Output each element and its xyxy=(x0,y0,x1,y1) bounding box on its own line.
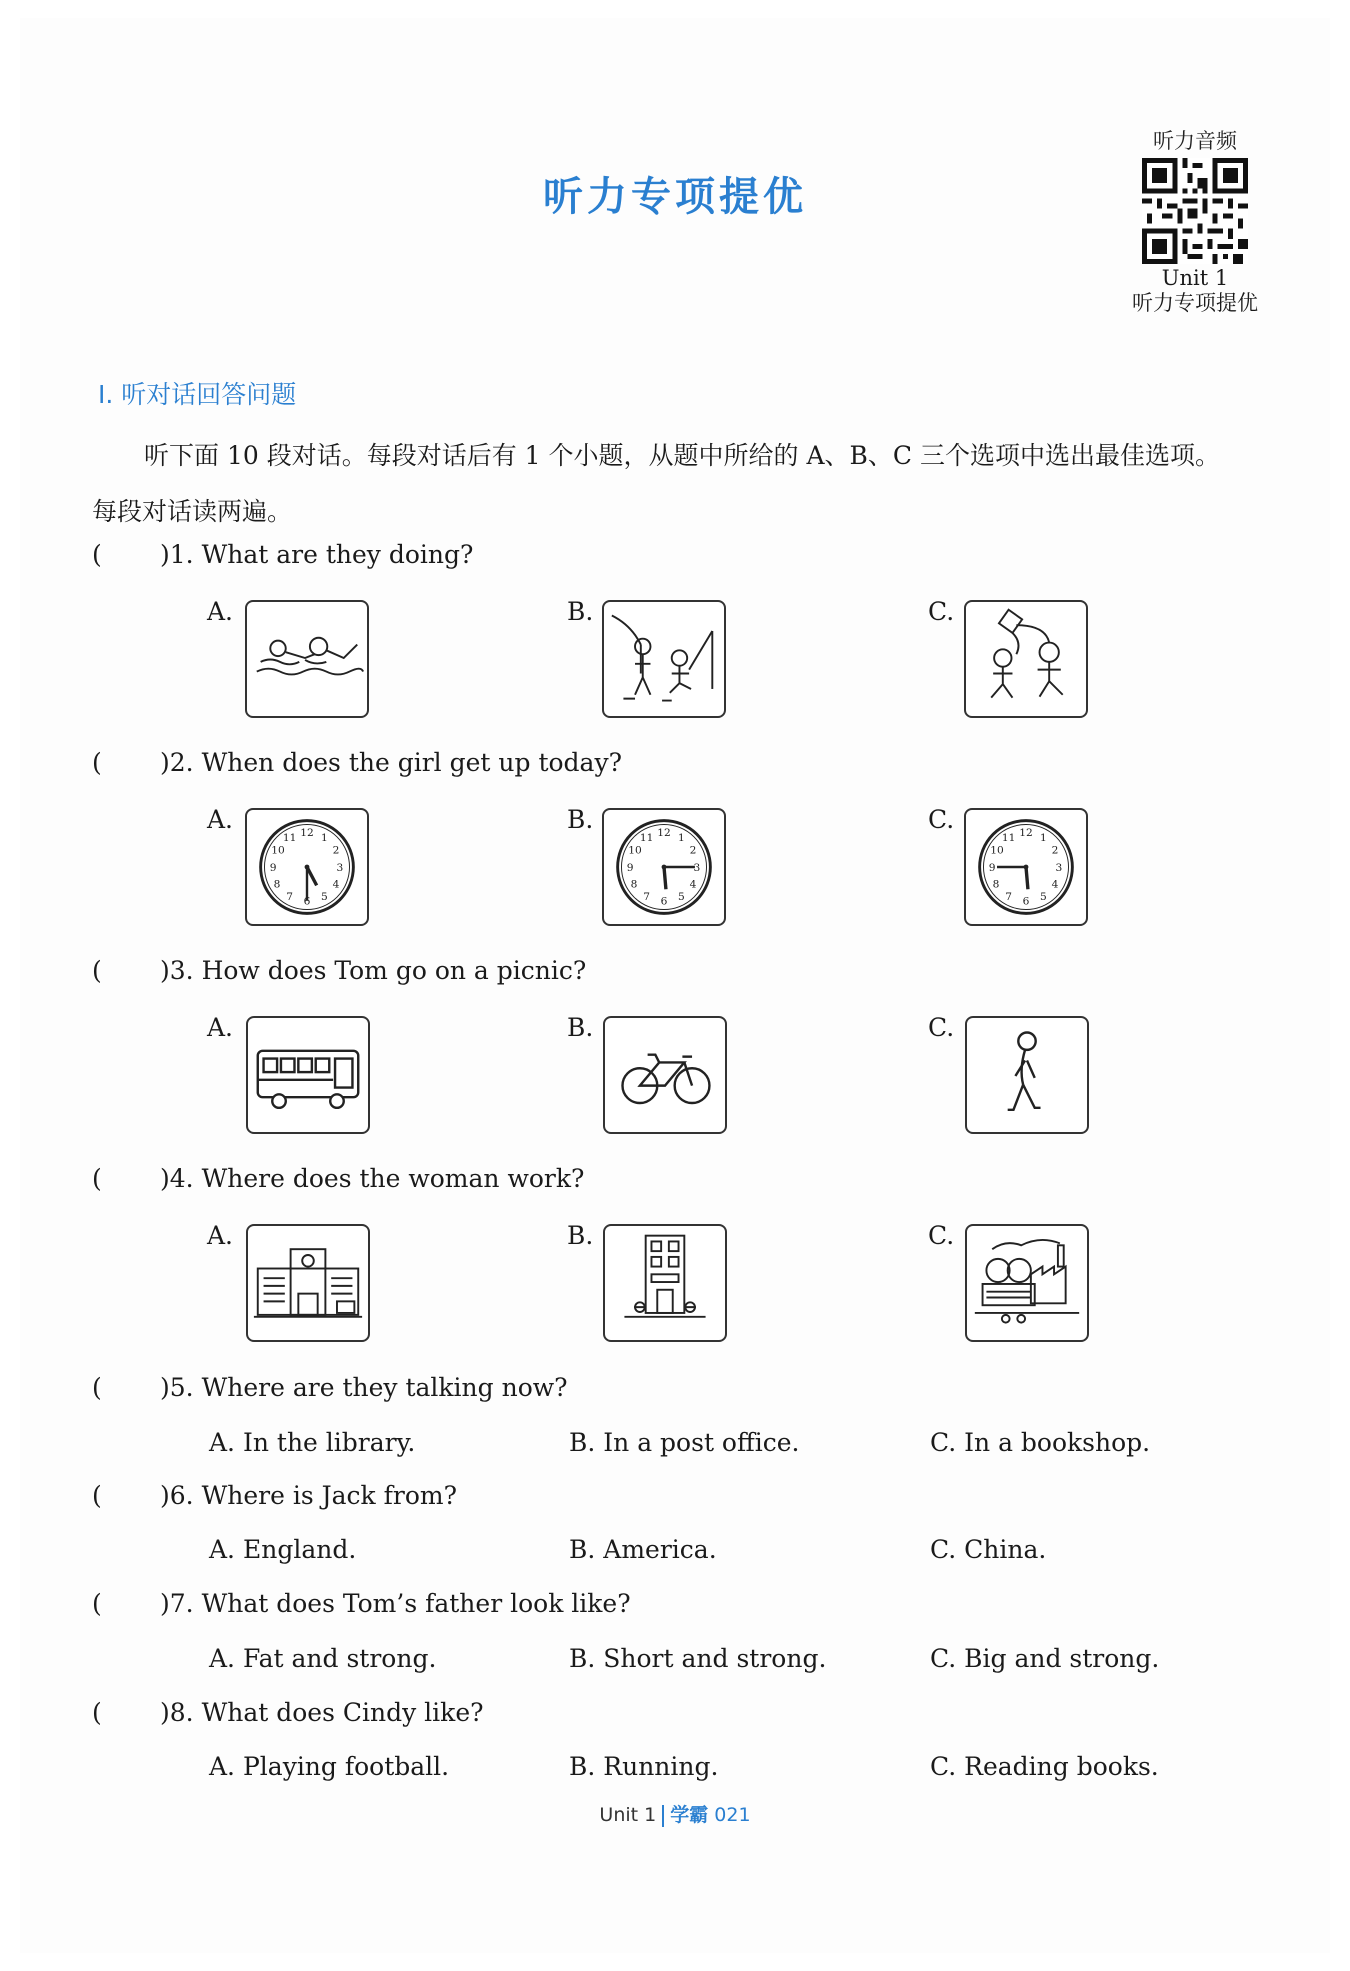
question-8 xyxy=(92,1698,484,1727)
question-2 xyxy=(92,748,622,777)
qr-code-icon[interactable] xyxy=(1142,158,1248,264)
school-picture[interactable] xyxy=(246,1224,370,1342)
question-1 xyxy=(92,540,473,569)
qr-subtitle: 听力专项提优 xyxy=(1132,291,1258,315)
svg-text:1: 1 xyxy=(678,830,685,844)
svg-text:5: 5 xyxy=(321,889,328,903)
kite-icon xyxy=(966,602,1086,716)
answer-blank[interactable]: ( xyxy=(92,1589,102,1618)
svg-text:3: 3 xyxy=(693,860,701,874)
answer-blank[interactable]: ( xyxy=(92,1698,102,1727)
question-number: )8. xyxy=(160,1698,194,1727)
question-number: )5. xyxy=(160,1373,194,1402)
answer-blank[interactable]: ( xyxy=(92,1481,102,1510)
qr-unit-label: Unit 1 xyxy=(1161,266,1229,290)
answer-blank[interactable]: ( xyxy=(92,540,102,569)
question-number: )1. xyxy=(160,540,194,569)
svg-text:12: 12 xyxy=(300,826,314,840)
question-number: )4. xyxy=(160,1164,194,1193)
question-number: )6. xyxy=(160,1481,194,1510)
option-label: B. xyxy=(567,1013,594,1042)
svg-text:6: 6 xyxy=(303,894,311,908)
svg-text:10: 10 xyxy=(628,843,642,857)
page-number: 021 xyxy=(714,1804,751,1826)
question-6 xyxy=(92,1481,457,1510)
hospital-building-icon xyxy=(605,1226,725,1340)
qr-caption: 听力音频 xyxy=(1153,129,1237,153)
question-text: Where does the woman work? xyxy=(201,1164,585,1193)
instruction-line-2: 每段对话读两遍。 xyxy=(92,497,293,526)
option-a[interactable]: A. In the library. xyxy=(209,1428,416,1457)
svg-text:11: 11 xyxy=(282,830,297,844)
option-c[interactable]: C. China. xyxy=(930,1535,1047,1564)
clock-icon xyxy=(966,810,1086,924)
svg-text:5: 5 xyxy=(678,889,685,903)
svg-text:4: 4 xyxy=(332,877,340,891)
question-text: What are they doing? xyxy=(201,540,474,569)
svg-text:5: 5 xyxy=(1040,889,1047,903)
qr-block xyxy=(1120,128,1270,316)
option-label: A. xyxy=(207,597,234,626)
fishing-icon xyxy=(604,602,724,716)
flying-kite-picture[interactable] xyxy=(964,600,1088,718)
footer-divider xyxy=(662,1805,664,1827)
option-b[interactable]: B. Short and strong. xyxy=(569,1644,827,1673)
answer-blank[interactable]: ( xyxy=(92,748,102,777)
question-text: What does Tom’s father look like? xyxy=(201,1589,631,1618)
bus-icon xyxy=(248,1018,368,1132)
fishing-picture[interactable] xyxy=(602,600,726,718)
answer-blank[interactable]: ( xyxy=(92,1164,102,1193)
question-7 xyxy=(92,1589,631,1618)
section-heading: Ⅰ. 听对话回答问题 xyxy=(98,380,297,409)
svg-text:1: 1 xyxy=(321,830,328,844)
option-label: C. xyxy=(928,805,955,834)
option-label: C. xyxy=(928,1013,955,1042)
walking-person-icon xyxy=(967,1018,1087,1132)
option-b[interactable]: B. Running. xyxy=(569,1752,719,1781)
question-4 xyxy=(92,1164,584,1193)
clock-c[interactable] xyxy=(964,808,1088,926)
clock-icon xyxy=(604,810,724,924)
svg-text:8: 8 xyxy=(630,877,638,891)
svg-text:8: 8 xyxy=(992,877,1000,891)
bike-icon xyxy=(605,1018,725,1132)
svg-text:8: 8 xyxy=(273,877,281,891)
clock-a[interactable] xyxy=(245,808,369,926)
svg-text:7: 7 xyxy=(643,889,650,903)
svg-text:4: 4 xyxy=(1051,877,1059,891)
option-c[interactable]: C. Reading books. xyxy=(930,1752,1159,1781)
bus-picture[interactable] xyxy=(246,1016,370,1134)
option-a[interactable]: A. Playing football. xyxy=(209,1752,450,1781)
clock-icon xyxy=(247,810,367,924)
hospital-picture[interactable] xyxy=(603,1224,727,1342)
question-5 xyxy=(92,1373,568,1402)
option-a[interactable]: A. England. xyxy=(209,1535,357,1564)
option-label: B. xyxy=(567,805,594,834)
option-label: C. xyxy=(928,1221,955,1250)
svg-text:2: 2 xyxy=(689,843,697,857)
walking-picture[interactable] xyxy=(965,1016,1089,1134)
option-label: A. xyxy=(207,805,234,834)
svg-text:10: 10 xyxy=(990,843,1004,857)
svg-text:4: 4 xyxy=(689,877,697,891)
question-text: What does Cindy like? xyxy=(201,1698,484,1727)
option-c[interactable]: C. In a bookshop. xyxy=(930,1428,1151,1457)
instruction-line-1: 听下面 10 段对话。每段对话后有 1 个小题，从题中所给的 A、B、C 三个选项中选出最佳选项。 xyxy=(144,441,1220,470)
page-title: 听力专项提优 xyxy=(543,173,807,220)
question-number: )2. xyxy=(160,748,194,777)
swimming-picture[interactable] xyxy=(245,600,369,718)
footer-brand: 学霸 xyxy=(670,1804,709,1826)
svg-text:6: 6 xyxy=(1022,894,1030,908)
option-a[interactable]: A. Fat and strong. xyxy=(209,1644,437,1673)
svg-text:1: 1 xyxy=(1040,830,1047,844)
svg-text:12: 12 xyxy=(1019,826,1033,840)
bike-picture[interactable] xyxy=(603,1016,727,1134)
svg-text:9: 9 xyxy=(269,860,277,874)
svg-text:3: 3 xyxy=(336,860,344,874)
answer-blank[interactable]: ( xyxy=(92,956,102,985)
question-text: When does the girl get up today? xyxy=(201,748,622,777)
svg-text:12: 12 xyxy=(657,826,671,840)
svg-text:3: 3 xyxy=(1055,860,1063,874)
option-c[interactable]: C. Big and strong. xyxy=(930,1644,1160,1673)
svg-text:9: 9 xyxy=(626,860,634,874)
svg-text:11: 11 xyxy=(639,830,654,844)
instructions xyxy=(92,428,1292,540)
option-label: A. xyxy=(207,1013,234,1042)
option-label: C. xyxy=(928,597,955,626)
answer-blank[interactable]: ( xyxy=(92,1373,102,1402)
clock-b[interactable] xyxy=(602,808,726,926)
svg-text:2: 2 xyxy=(1051,843,1059,857)
question-text: How does Tom go on a picnic? xyxy=(201,956,587,985)
school-building-icon xyxy=(248,1226,368,1340)
svg-text:2: 2 xyxy=(332,843,340,857)
option-label: A. xyxy=(207,1221,234,1250)
question-number: )7. xyxy=(160,1589,194,1618)
svg-text:7: 7 xyxy=(1005,889,1012,903)
option-label: B. xyxy=(567,1221,594,1250)
question-number: )3. xyxy=(160,956,194,985)
svg-text:6: 6 xyxy=(660,894,668,908)
option-b[interactable]: B. America. xyxy=(569,1535,717,1564)
question-3 xyxy=(92,956,586,985)
svg-text:10: 10 xyxy=(271,843,285,857)
factory-icon xyxy=(967,1226,1087,1340)
question-text: Where is Jack from? xyxy=(201,1481,458,1510)
page-footer xyxy=(0,1800,1350,1827)
footer-unit: Unit 1 xyxy=(599,1804,657,1826)
swimming-icon xyxy=(247,602,367,716)
svg-text:9: 9 xyxy=(988,860,996,874)
svg-text:11: 11 xyxy=(1001,830,1016,844)
svg-text:7: 7 xyxy=(286,889,293,903)
question-text: Where are they talking now? xyxy=(201,1373,568,1402)
option-label: B. xyxy=(567,597,594,626)
factory-picture[interactable] xyxy=(965,1224,1089,1342)
option-b[interactable]: B. In a post office. xyxy=(569,1428,800,1457)
